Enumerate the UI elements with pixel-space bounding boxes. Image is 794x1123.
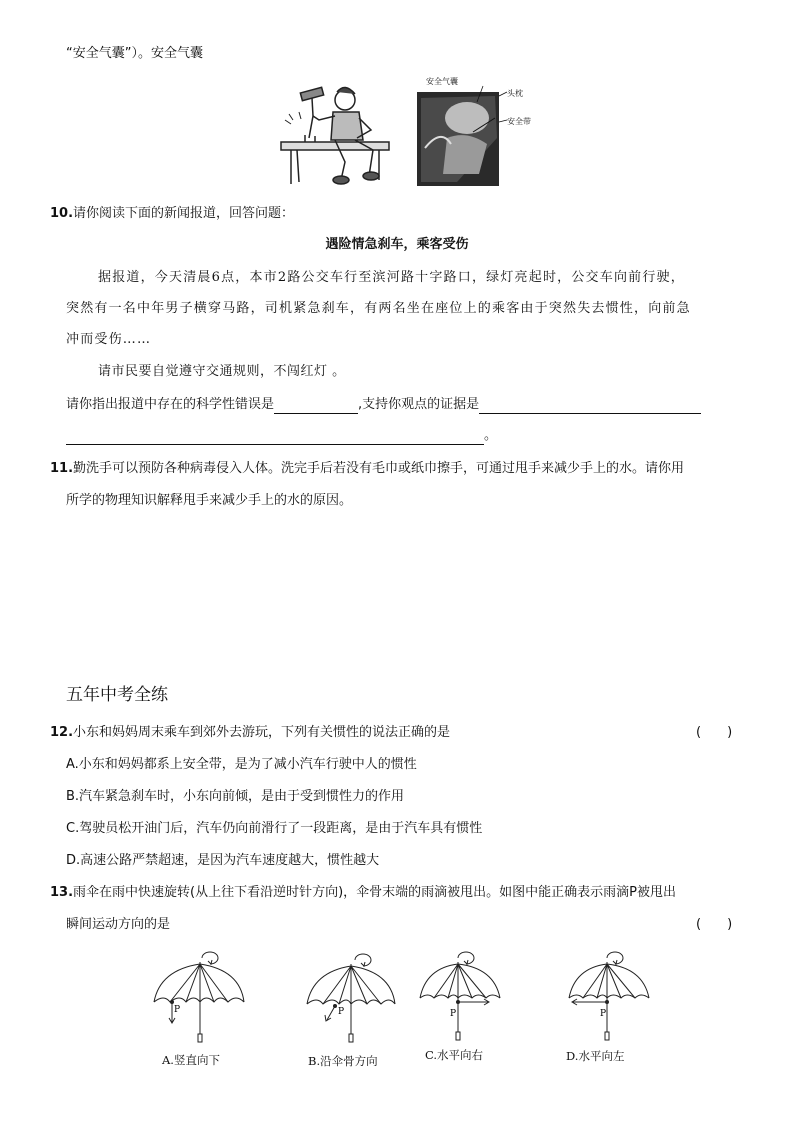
umbrella-b-point-label: P [338,1007,345,1017]
section-title: 五年中考全练 [66,685,168,705]
q10-evidence-blank-cont[interactable] [66,430,484,445]
q12-option-b[interactable]: B.汽车紧急刹车时，小东向前倾，是由于受到惯性力的作用 [66,789,405,804]
q13-line2: 瞬间运动方向的是 [66,917,171,932]
news-title: 遇险情急刹车，乘客受伤 [325,237,469,252]
q12-option-a[interactable]: A.小东和妈妈都系上安全带，是为了减小汽车行驶中人的惯性 [66,757,417,772]
seatbelt-label: 安全带 [507,117,531,126]
umbrella-c-point-label: P [450,1009,457,1019]
q10-number: 10. [50,206,74,221]
news-paragraph-2: 请市民要自觉遵守交通规则，不闯红灯 。 [98,364,346,379]
q12-option-d[interactable]: D.高速公路严禁超速，是因为汽车速度越大，惯性越大 [66,853,380,868]
q10-prompt: 10.请你阅读下面的新闻报道，回答问题： [50,206,295,221]
q10-evidence-blank[interactable] [479,399,701,414]
umbrella-a-point-label: P [174,1005,181,1015]
q12-option-c[interactable]: C.驾驶员松开油门后，汽车仍向前滑行了一段距离，是由于汽车具有惯性 [66,821,483,836]
umbrella-c-diagram[interactable] [416,950,506,1045]
umbrella-b-diagram[interactable] [303,950,399,1045]
q12-stem: 12.小东和妈妈周末乘车到郊外去游玩，下列有关惯性的说法正确的是 [50,725,451,740]
news-paragraph-line1: 据报道，今天清晨6点，本市2路公交车行至滨河路十字路口，绿灯亮起时，公交车向前行驶， [98,270,685,285]
q12-number: 12. [50,725,74,740]
umbrella-a-diagram[interactable] [150,950,246,1045]
headrest-label: 头枕 [507,89,523,98]
umbrella-d-point-label: P [600,1009,607,1019]
q11-number: 11. [50,461,74,476]
q11-line2: 所学的物理知识解释甩手来减少手上的水的原因。 [66,493,353,508]
umbrella-d-caption[interactable]: D.水平向左 [566,1049,625,1063]
umbrella-c-caption[interactable]: C.水平向右 [425,1048,484,1062]
airbag-label: 安全气囊 [426,77,458,86]
q11-line1: 11.勤洗手可以预防各种病毒侵入人体。洗完手后若没有毛巾或纸巾擦手，可通过甩手来减少手上的水。请你用 [50,461,685,476]
news-paragraph-line2: 突然有一名中年男子横穿马路，司机紧急刹车，有两名坐在座位上的乘客由于突然失去惯性，向前急 [66,301,691,316]
umbrella-b-caption[interactable]: B.沿伞骨方向 [308,1054,378,1068]
q13-number: 13. [50,885,74,900]
q13-answer-paren[interactable]: ( ) [696,917,733,932]
q12-answer-paren[interactable]: ( ) [696,725,733,740]
q13-line1: 13.雨伞在雨中快速旋转(从上往下看沿逆时针方向)，伞骨末端的雨滴被甩出。如图中能正确表示雨滴P被甩出 [50,885,677,900]
car-airbag-photo [417,78,547,186]
q10-answer-line: 请你指出报道中存在的科学性错误是 ,支持你观点的证据是 [66,396,701,414]
continued-text: “安全气囊”）。安全气囊 [66,46,203,61]
umbrella-a-caption[interactable]: A.竖直向下 [162,1053,220,1067]
q10-answer-line2: 。 [66,427,497,445]
q10-error-blank[interactable] [274,399,358,414]
hammer-bench-illustration [275,80,395,188]
news-paragraph-line3: 冲而受伤…… [66,332,152,347]
umbrella-d-diagram[interactable] [563,950,655,1045]
